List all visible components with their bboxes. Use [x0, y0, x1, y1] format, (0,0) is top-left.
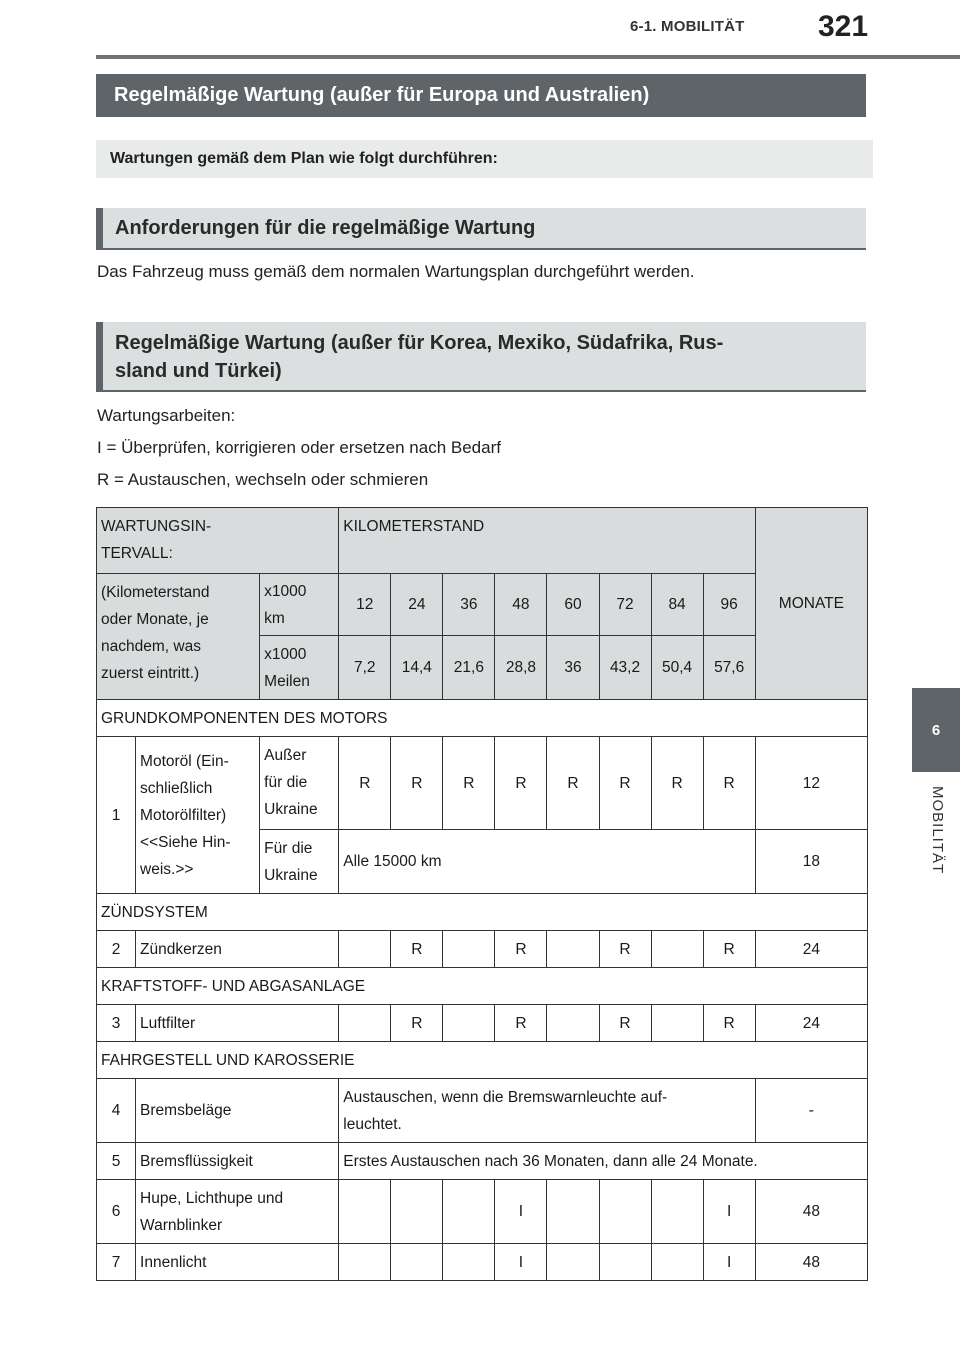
condition-line: Ukraine — [264, 866, 318, 884]
item-name-line: <<Siehe Hin- — [140, 833, 231, 851]
km-value: 36 — [443, 574, 495, 636]
condition-ukraine — [260, 830, 339, 894]
mark-cell — [651, 1005, 703, 1042]
mark-cell: I — [495, 1180, 547, 1244]
section-row-fuel: KRAFTSTOFF- UND ABGASANLAGE — [97, 968, 868, 1005]
page-number: 321 — [818, 10, 869, 43]
km-value: 72 — [599, 574, 651, 636]
instruction-box: Wartungen gemäß dem Plan wie folgt durchführen: — [96, 140, 873, 178]
km-value: 48 — [495, 574, 547, 636]
item-engine-oil — [136, 737, 260, 894]
subheading-schedule — [96, 322, 866, 392]
mile-value: 28,8 — [495, 636, 547, 700]
mark-cell — [443, 1244, 495, 1281]
item-number: 3 — [97, 1005, 136, 1042]
mile-value: 43,2 — [599, 636, 651, 700]
section-row-chassis: FAHRGESTELL UND KAROSSERIE — [97, 1042, 868, 1079]
header-rule — [96, 55, 960, 59]
condition-line: Für die — [264, 839, 313, 857]
mark-cell: R — [651, 737, 703, 830]
mark-cell — [339, 1180, 391, 1244]
note-line: Austauschen, wenn die Bremswarnleuchte auf- — [343, 1088, 668, 1106]
item-spark-plugs: Zündkerzen — [136, 931, 339, 968]
item-number: 4 — [97, 1079, 136, 1143]
unit-km-line-1: x1000 — [264, 582, 307, 600]
months-cell: - — [755, 1079, 867, 1143]
km-value: 84 — [651, 574, 703, 636]
item-number: 5 — [97, 1143, 136, 1180]
header-note-line-3: nachdem, was — [101, 638, 201, 655]
mark-cell: I — [703, 1244, 755, 1281]
km-value: 12 — [339, 574, 391, 636]
mile-value: 50,4 — [651, 636, 703, 700]
item-name-line: Hupe, Lichthupe und — [140, 1189, 284, 1207]
km-value: 24 — [391, 574, 443, 636]
intro-paragraph: Das Fahrzeug muss gemäß dem normalen Wartungsplan durchgeführt werden. — [97, 262, 695, 281]
item-brake-fluid: Bremsflüssigkeit — [136, 1143, 339, 1180]
mark-cell — [599, 1244, 651, 1281]
mark-cell — [339, 1244, 391, 1281]
mark-cell: R — [391, 1005, 443, 1042]
mark-cell — [339, 931, 391, 968]
section-header: 6-1. MOBILITÄT — [630, 18, 745, 35]
chapter-label: MOBILITÄT — [929, 786, 946, 875]
mark-cell: R — [599, 1005, 651, 1042]
item-horn-lights — [136, 1180, 339, 1244]
mile-value: 57,6 — [703, 636, 755, 700]
maintenance-table — [96, 507, 868, 1281]
mark-cell: R — [443, 737, 495, 830]
mark-cell — [391, 1180, 443, 1244]
mark-cell — [339, 1005, 391, 1042]
condition-line: Außer — [264, 747, 307, 764]
header-months: MONATE — [755, 508, 867, 700]
header-note-line-2: oder Monate, je — [101, 611, 209, 628]
km-value: 96 — [703, 574, 755, 636]
mark-cell: I — [495, 1244, 547, 1281]
item-number: 1 — [97, 737, 136, 894]
unit-km-line-2: km — [264, 609, 285, 627]
condition-line: für die — [264, 774, 308, 791]
unit-km — [260, 574, 339, 636]
mile-value: 36 — [547, 636, 599, 700]
header-note-line-1: (Kilometerstand — [101, 584, 210, 601]
mark-cell: R — [599, 931, 651, 968]
km-value: 60 — [547, 574, 599, 636]
mark-cell — [547, 1180, 599, 1244]
chapter-tab: 6 — [912, 688, 960, 772]
mark-cell: R — [495, 931, 547, 968]
subheading-schedule-line-2: sland und Türkei) — [115, 360, 282, 382]
mark-cell — [547, 931, 599, 968]
mark-cell: R — [599, 737, 651, 830]
legend-heading: Wartungsarbeiten: — [97, 406, 236, 425]
unit-miles-line-1: x1000 — [264, 645, 307, 663]
section-row-engine: GRUNDKOMPONENTEN DES MOTORS — [97, 700, 868, 737]
mark-cell — [443, 931, 495, 968]
item-number: 6 — [97, 1180, 136, 1244]
condition-except-ukraine — [260, 737, 339, 830]
item-brake-pads: Bremsbeläge — [136, 1079, 339, 1143]
mark-cell: I — [703, 1180, 755, 1244]
header-odometer: KILOMETERSTAND — [339, 508, 755, 574]
mark-cell — [547, 1244, 599, 1281]
mark-cell — [651, 1244, 703, 1281]
section-row-ignition: ZÜNDSYSTEM — [97, 894, 868, 931]
mark-cell — [547, 1005, 599, 1042]
mark-cell: R — [547, 737, 599, 830]
header-interval-line-2: TERVALL: — [101, 545, 173, 562]
item-name-line: Warnblinker — [140, 1216, 223, 1234]
mark-cell: R — [703, 931, 755, 968]
header-note-line-4: zuerst eintritt.) — [101, 665, 200, 682]
mile-value: 7,2 — [339, 636, 391, 700]
mark-cell: R — [391, 737, 443, 830]
mark-cell — [443, 1005, 495, 1042]
item-name-line: Motorölfilter) — [140, 806, 227, 824]
legend-inspect: I = Überprüfen, korrigieren oder ersetzen nach Bedarf — [97, 438, 501, 457]
months-cell: 12 — [755, 737, 867, 830]
mark-cell: R — [495, 737, 547, 830]
mark-cell — [651, 931, 703, 968]
item-interior-light: Innenlicht — [136, 1244, 339, 1281]
mile-value: 21,6 — [443, 636, 495, 700]
mark-cell: R — [703, 737, 755, 830]
mile-value: 14,4 — [391, 636, 443, 700]
header-interval — [97, 508, 339, 574]
brake-fluid-note: Erstes Austauschen nach 36 Monaten, dann alle 24 Monate. — [339, 1143, 868, 1180]
header-note — [97, 574, 260, 700]
condition-line: Ukraine — [264, 801, 318, 818]
mark-cell — [391, 1244, 443, 1281]
item-name-line: Motoröl (Ein- — [140, 752, 229, 770]
item-name-line: schließlich — [140, 779, 213, 797]
item-name-line: weis.>> — [140, 860, 194, 878]
months-cell: 18 — [755, 830, 867, 894]
unit-miles-line-2: Meilen — [264, 672, 310, 690]
brake-pads-note — [339, 1079, 755, 1143]
mark-cell: R — [703, 1005, 755, 1042]
mark-cell — [651, 1180, 703, 1244]
note-line: leuchtet. — [343, 1115, 402, 1133]
mark-cell: R — [391, 931, 443, 968]
months-cell: 24 — [755, 931, 867, 968]
unit-miles — [260, 636, 339, 700]
legend-replace: R = Austauschen, wechseln oder schmieren — [97, 470, 429, 489]
page-title: Regelmäßige Wartung (außer für Europa und Australien) — [96, 74, 866, 117]
item-number: 7 — [97, 1244, 136, 1281]
mark-cell — [599, 1180, 651, 1244]
mark-cell — [443, 1180, 495, 1244]
subheading-schedule-line-1: Regelmäßige Wartung (außer für Korea, Mexiko, Südafrika, Rus- — [115, 332, 724, 354]
mark-cell: R — [495, 1005, 547, 1042]
item-air-filter: Luftfilter — [136, 1005, 339, 1042]
months-cell: 24 — [755, 1005, 867, 1042]
months-cell: 48 — [755, 1244, 867, 1281]
header-interval-line-1: WARTUNGSIN- — [101, 518, 212, 535]
mark-cell: R — [339, 737, 391, 830]
months-cell: 48 — [755, 1180, 867, 1244]
item-number: 2 — [97, 931, 136, 968]
subheading-requirements: Anforderungen für die regelmäßige Wartung — [96, 208, 866, 250]
interval-text: Alle 15000 km — [339, 830, 755, 894]
